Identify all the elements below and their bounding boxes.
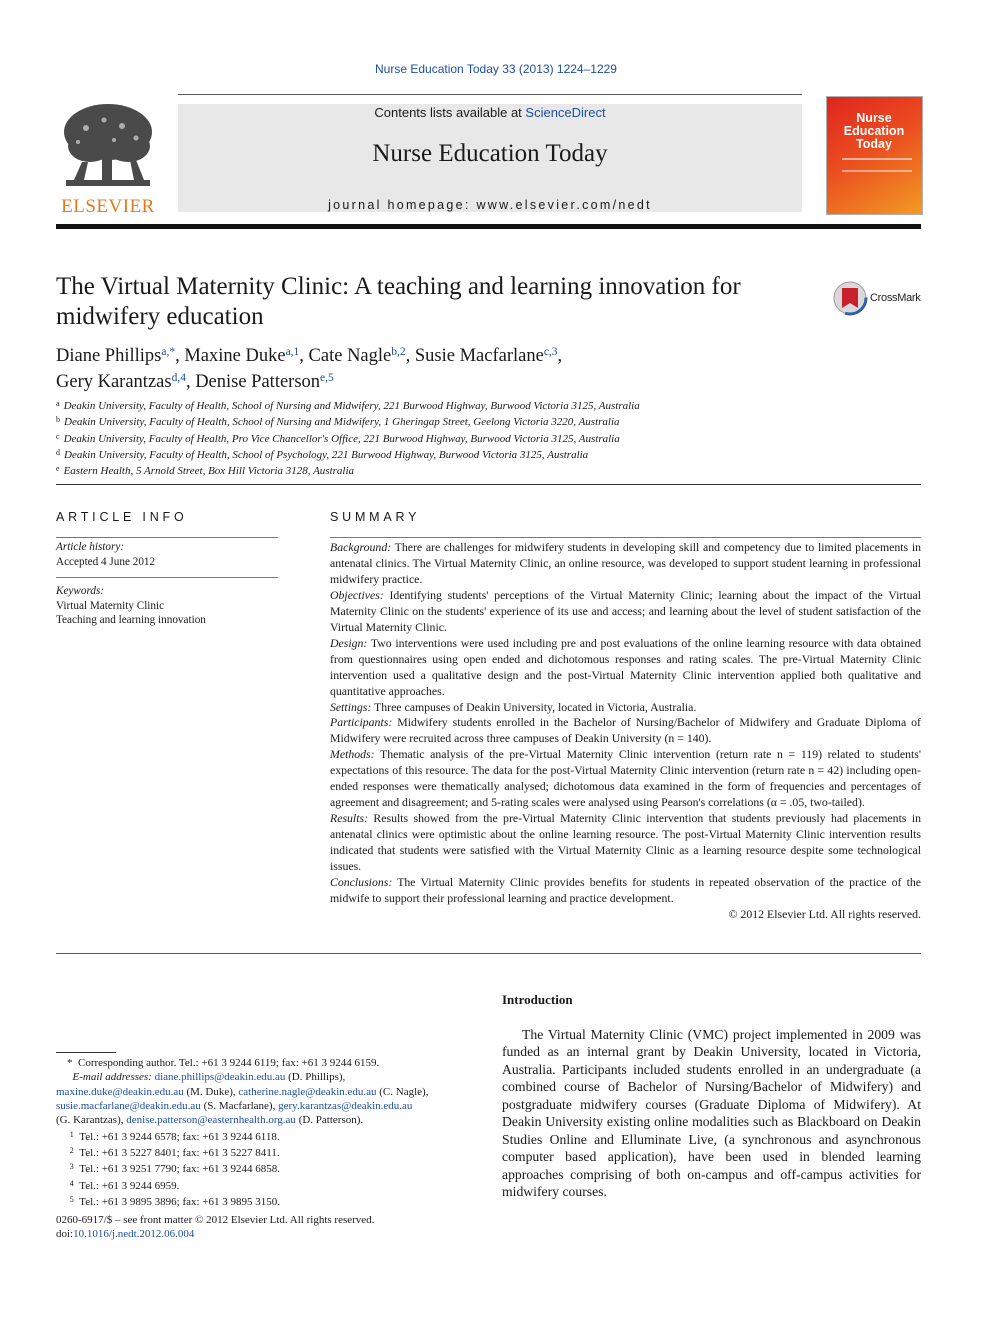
author-affiliation-sup[interactable]: b,2 <box>391 346 406 358</box>
article-history-date: Accepted 4 June 2012 <box>56 556 156 568</box>
footnote-number: 2 <box>69 1146 74 1156</box>
numbered-footnote <box>56 1144 476 1160</box>
cover-title: Nurse Education Today <box>843 111 905 151</box>
section-divider <box>56 484 921 485</box>
doi-prefix: doi: <box>56 1228 74 1240</box>
footnote-text: Tel.: +61 3 9251 7790; fax: +61 3 9244 6858. <box>79 1163 281 1176</box>
summary-heading: SUMMARY <box>330 510 421 524</box>
header-thick-rule <box>56 224 921 229</box>
summary-section <box>330 540 921 588</box>
email-owner: (S. Macfarlane), <box>200 1100 279 1113</box>
affiliation-item <box>56 430 916 446</box>
summary-section-text: There are challenges for midwifery students in developing skill and competency due to limited placements in antenatal clinics. The Virtual Maternity Clinic, an online resource, was developed to support student learning in professional midwifery practice. <box>330 540 921 586</box>
footnote-rule <box>56 1052 116 1053</box>
email-link[interactable]: gery.karantzas@deakin.edu.au <box>278 1100 413 1113</box>
summary-section-label: Conclusions: <box>330 875 393 890</box>
summary-section-text: The Virtual Maternity Clinic provides benefits for students in repeated observation of the practice of the midwife to support their professional learning and practice development. <box>330 875 921 905</box>
numbered-footnote <box>56 1128 476 1144</box>
summary-section <box>330 875 921 907</box>
footnotes <box>56 1056 476 1209</box>
journal-homepage[interactable]: journal homepage: www.elsevier.com/nedt <box>328 198 652 212</box>
summary-section <box>330 588 921 636</box>
author-separator: , <box>557 346 563 366</box>
summary-section <box>330 636 921 700</box>
email-link[interactable]: maxine.duke@deakin.edu.au <box>56 1085 184 1098</box>
summary-section <box>330 715 921 747</box>
section-divider <box>56 953 921 954</box>
header-top-rule <box>178 94 802 95</box>
author-affiliation-sup[interactable]: a,1 <box>285 346 300 358</box>
keyword-item: Teaching and learning innovation <box>56 614 206 626</box>
author-name[interactable]: Gery Karantzas <box>56 372 172 392</box>
email-line <box>56 1099 476 1113</box>
crossmark-label[interactable]: CrossMark <box>870 292 921 304</box>
footnote-text: Tel.: +61 3 9895 3896; fax: +61 3 9895 3150. <box>79 1196 281 1209</box>
issn-line: 0260-6917/$ – see front matter © 2012 Elsevier Ltd. All rights reserved. <box>56 1214 375 1226</box>
affiliation-item <box>56 413 916 429</box>
summary-section-text: Results showed from the pre-Virtual Maternity Clinic intervention that students previously had placements in antenatal clinics were optimistic about the online learning resource. The post-Virtual Maternity Clinic intervention results indicated that students were satisfied with the Virtual Maternity Clinic as a learning resource despite some technological issues. <box>330 811 921 874</box>
summary-section <box>330 811 921 875</box>
email-link[interactable]: catherine.nagle@deakin.edu.au <box>238 1085 377 1098</box>
keyword-item: Virtual Maternity Clinic <box>56 600 165 612</box>
email-link[interactable]: susie.macfarlane@deakin.edu.au <box>56 1100 201 1113</box>
summary-section-label: Design: <box>330 635 368 650</box>
corresponding-text: Corresponding author. Tel.: +61 3 9244 6119; fax: +61 3 9244 6159. <box>78 1057 380 1069</box>
affiliation-key: b <box>56 415 60 425</box>
author-separator: , <box>175 346 185 366</box>
footnote-number: 4 <box>69 1178 74 1188</box>
affiliation-item <box>56 462 916 478</box>
summary-section-text: Two interventions were used including pre and post evaluations of the online learning resource with data obtained from questionnaires using open ended and dichotomous responses and rating scales. The pre-Virtual Maternity Clinic intervention used a qualitative design and the post-Virtual Maternity Clinic intervention applied both qualitative and quantitative approaches. <box>330 635 921 698</box>
summary-section-label: Settings: <box>330 699 372 714</box>
author-name[interactable]: Diane Phillips <box>56 346 162 366</box>
author-name[interactable]: Denise Patterson <box>195 372 321 392</box>
author-affiliation-sup[interactable]: e,5 <box>320 372 334 384</box>
summary-section-label: Methods: <box>330 747 375 762</box>
affiliation-text: Deakin University, Faculty of Health, School of Nursing and Midwifery, 221 Burwood Highway, Burwood Victoria 3125, Australia <box>63 400 640 412</box>
affiliation-key: c <box>56 431 60 441</box>
author-name[interactable]: Maxine Duke <box>184 346 286 366</box>
article-title: The Virtual Maternity Clinic: A teaching and learning innovation for midwifery education <box>56 273 741 330</box>
journal-reference-link[interactable]: Nurse Education Today 33 (2013) 1224–1229 <box>375 62 617 76</box>
author-affiliation-sup[interactable]: c,3 <box>543 346 558 358</box>
affiliation-text: Deakin University, Faculty of Health, School of Nursing and Midwifery, 1 Gheringap Street, Geelong Victoria 3220, Australia <box>64 416 620 429</box>
numbered-footnote <box>56 1193 476 1209</box>
summary-section-label: Participants: <box>330 715 393 730</box>
affiliation-item <box>56 397 916 413</box>
affiliation-list <box>56 397 916 478</box>
email-link[interactable]: denise.patterson@easternhealth.org.au <box>126 1114 296 1127</box>
footnote-number: 1 <box>69 1129 74 1139</box>
copyright-notice: © 2012 Elsevier Ltd. All rights reserved. <box>728 906 921 921</box>
email-owner: (G. Karantzas), <box>56 1114 127 1127</box>
summary-section-text: Midwifery students enrolled in the Bachelor of Nursing/Bachelor of Midwifery and Graduate Diploma of Midwifery were recruited across three campuses of Deakin University (n = 140). <box>330 715 921 746</box>
summary-section-label: Objectives: <box>330 587 384 602</box>
affiliation-text: Deakin University, Faculty of Health, School of Psychology, 221 Burwood Highway, Burwood Victoria 3125, Australia <box>64 448 589 461</box>
author-name[interactable]: Cate Nagle <box>308 346 392 366</box>
contents-prefix: Contents lists available at <box>374 105 526 120</box>
footnote-text: Tel.: +61 3 9244 6959. <box>79 1179 180 1192</box>
footnote-text: Tel.: +61 3 5227 8401; fax: +61 3 5227 8411. <box>79 1147 280 1160</box>
author-name[interactable]: Susie Macfarlane <box>414 346 544 366</box>
corresponding-author-note <box>56 1056 476 1070</box>
email-owner: (D. Phillips), <box>285 1071 346 1084</box>
email-owner: (M. Duke), <box>183 1085 239 1098</box>
author-separator: , <box>299 346 309 366</box>
footnote-number: 5 <box>69 1195 74 1205</box>
email-line <box>56 1085 476 1099</box>
summary-section-text: Three campuses of Deakin University, located in Victoria, Australia. <box>371 699 697 714</box>
summary-section-label: Background: <box>330 540 392 554</box>
affiliation-item <box>56 446 916 462</box>
footnote-number: 3 <box>69 1162 74 1172</box>
article-info-rule <box>56 537 278 538</box>
summary-rule <box>330 537 921 538</box>
article-info-heading: ARTICLE INFO <box>56 510 188 524</box>
affiliation-key: d <box>56 447 60 457</box>
sciencedirect-link[interactable]: ScienceDirect <box>525 105 606 120</box>
article-info-rule <box>56 577 278 578</box>
numbered-footnote <box>56 1177 476 1193</box>
footnote-text: Tel.: +61 3 9244 6578; fax: +61 3 9244 6118. <box>79 1130 280 1143</box>
doi-link[interactable]: 10.1016/j.nedt.2012.06.004 <box>73 1228 195 1240</box>
email-label: E-mail addresses: <box>72 1071 152 1084</box>
keywords-label: Keywords: <box>56 585 105 597</box>
author-separator: , <box>185 372 196 392</box>
author-separator: , <box>405 346 415 366</box>
article-history-label: Article history: <box>56 541 125 553</box>
author-affiliation-sup[interactable]: d,4 <box>171 372 186 384</box>
affiliation-key: e <box>56 464 60 474</box>
introduction-paragraph: The Virtual Maternity Clinic (VMC) project implemented in 2009 was funded as an internal grant by Deakin University, located in Victoria, Australia. Participants included students enrolled in an undergraduate (a combined course of Bachelor of Nursing/Bachelor of Midwifery) and postgraduate midwifery courses (Graduate Diploma of Midwifery). At Deakin University existing online modalities such as Blackboard on Deakin Studies Online and Elluminate Live, (a synchronous and asynchronous computer based application), have been used in blended learning approaches comprising of both on-campus and off-campus activities for midwifery courses. <box>502 1027 921 1200</box>
email-line <box>56 1070 476 1084</box>
journal-title: Nurse Education Today <box>372 140 608 167</box>
cover-decoration <box>842 158 912 172</box>
email-owner: (D. Patterson). <box>295 1114 364 1127</box>
affiliation-text: Eastern Health, 5 Arnold Street, Box Hill Victoria 3128, Australia <box>63 465 355 478</box>
affiliation-text: Deakin University, Faculty of Health, Pro Vice Chancellor's Office, 221 Burwood Highway, Burwood Victoria 3125, Australia <box>63 432 620 445</box>
email-link[interactable]: diane.phillips@deakin.edu.au <box>154 1071 286 1084</box>
affiliation-key: a <box>56 399 60 408</box>
numbered-footnote <box>56 1160 476 1176</box>
author-list <box>56 341 756 393</box>
summary-section <box>330 747 921 811</box>
contents-availability <box>178 105 802 120</box>
summary-abstract <box>330 540 921 923</box>
summary-section <box>330 700 921 716</box>
summary-section-label: Results: <box>330 811 369 826</box>
email-owner: (C. Nagle), <box>376 1085 429 1098</box>
summary-section-text: Identifying students' perceptions of the Virtual Maternity Clinic; learning about the impact of the Virtual Maternity Clinic on the students' experience of its use and access; and learning about the level of student satisfaction of the Virtual Maternity Clinic. <box>330 587 921 634</box>
email-line <box>56 1113 476 1127</box>
elsevier-wordmark: ELSEVIER <box>61 196 155 217</box>
author-affiliation-sup[interactable]: a,* <box>161 346 176 358</box>
introduction-heading: Introduction <box>502 992 573 1007</box>
asterisk-marker: * <box>67 1057 78 1069</box>
doi-line <box>56 1228 194 1240</box>
summary-section-text: Thematic analysis of the pre-Virtual Maternity Clinic intervention (return rate n = 119) related to students' expectations of this resource. The data for the post-Virtual Maternity Clinic intervention (return rate n = 42) including open-ended responses were thematically analysed; dichotomous data examined in the form of frequencies and percentages of agreement and disagreement; and 5-rating scales were analysed using Pearson's correlations (α = .05, two-tailed). <box>330 747 921 810</box>
